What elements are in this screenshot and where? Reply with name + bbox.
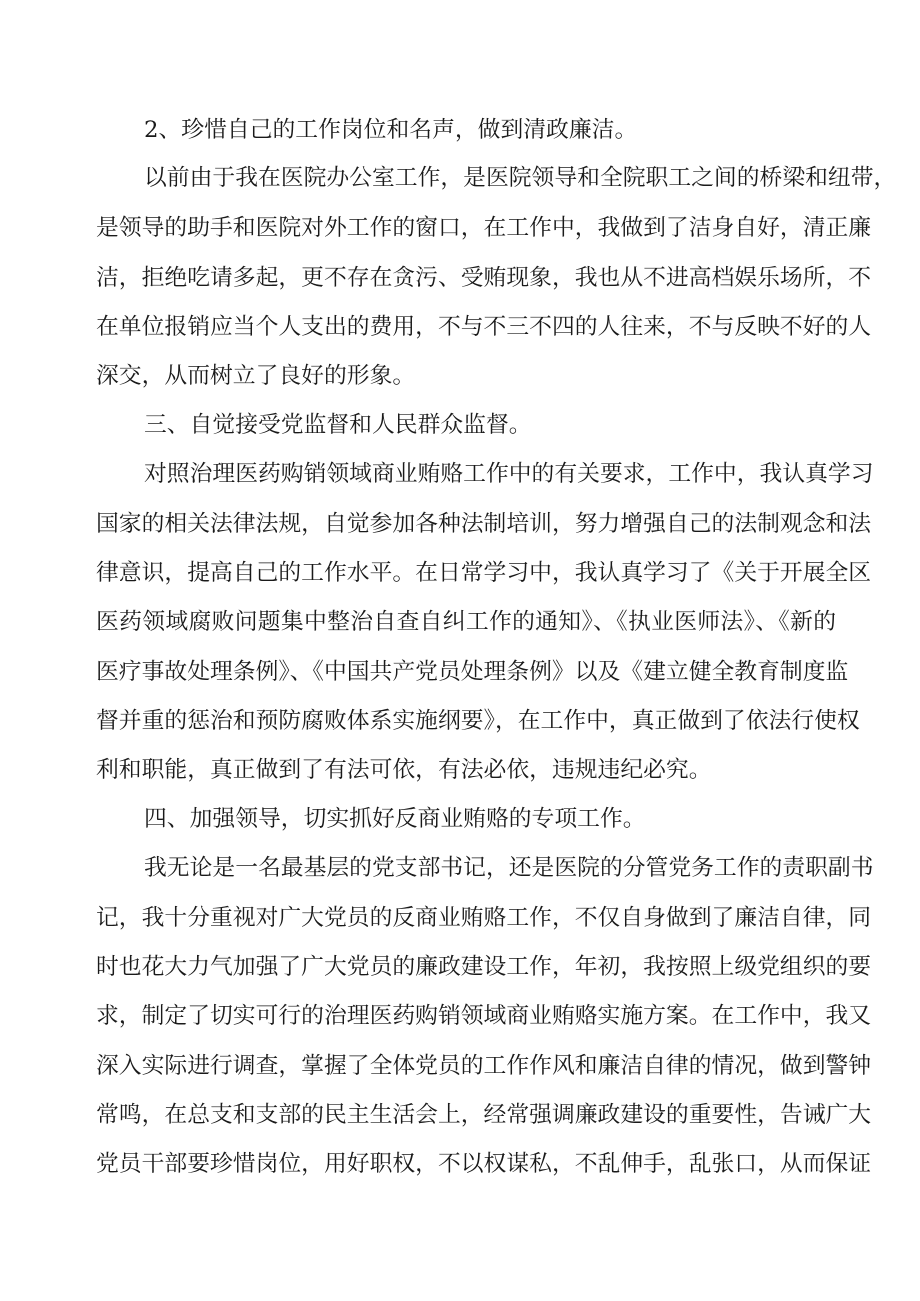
paragraph-line: 国家的相关法律法规，自觉参加各种法制培训，努力增强自己的法制观念和法 (96, 511, 872, 537)
paragraph-line: 时也花大力气加强了广大党员的廉政建设工作，年初，我按照上级党组织的要 (96, 954, 872, 980)
paragraph-line: 记，我十分重视对广大党员的反商业贿赂工作，不仅自身做到了廉洁自律，同 (96, 905, 872, 931)
paragraph-line: 我无论是一名最基层的党支部书记，还是医院的分管党务工作的责职副书 (144, 855, 874, 881)
section-heading-4: 四、加强领导，切实抓好反商业贿赂的专项工作。 (144, 806, 646, 832)
paragraph-line: 以前由于我在医院办公室工作，是医院领导和全院职工之间的桥梁和纽带， (144, 165, 897, 191)
paragraph-line: 洁，拒绝吃请多起，更不存在贪污、受贿现象，我也从不进高档娱乐场所，不 (96, 265, 872, 291)
paragraph-line: 深交，从而树立了良好的形象。 (96, 363, 416, 389)
paragraph-line: 利和职能，真正做到了有法可依，有法必依，违规违纪必究。 (96, 757, 712, 783)
paragraph-line: 律意识，提高自己的工作水平。在日常学习中，我认真学习了《关于开展全区 (96, 560, 872, 586)
section-heading-3: 三、自觉接受党监督和人民群众监督。 (144, 412, 532, 438)
section-heading-2: 2、珍惜自己的工作岗位和名声，做到清政廉洁。 (144, 117, 638, 143)
paragraph-line: 深入实际进行调查，掌握了全体党员的工作作风和廉洁自律的情况，做到警钟 (96, 1053, 872, 1079)
paragraph-line: 医药领域腐败问题集中整治自查自纠工作的通知》、《执业医师法》、《新的 (96, 609, 836, 635)
paragraph-line: 是领导的助手和医院对外工作的窗口，在工作中，我做到了洁身自好，清正廉 (96, 215, 872, 241)
paragraph-line: 党员干部要珍惜岗位，用好职权，不以权谋私，不乱伸手，乱张口，从而保证 (96, 1151, 872, 1177)
paragraph-line: 在单位报销应当个人支出的费用，不与不三不四的人往来，不与反映不好的人 (96, 314, 872, 340)
paragraph-line: 求，制定了切实可行的治理医药购销领域商业贿赂实施方案。在工作中，我又 (96, 1003, 872, 1029)
paragraph-line: 对照治理医药购销领域商业贿赂工作中的有关要求，工作中，我认真学习 (144, 461, 874, 487)
paragraph-line: 督并重的惩治和预防腐败体系实施纲要》，在工作中，真正做到了依法行使权 (96, 708, 860, 734)
paragraph-line: 医疗事故处理条例》、《中国共产党员处理条例》以及《建立健全教育制度监 (96, 659, 849, 685)
paragraph-line: 常鸣，在总支和支部的民主生活会上，经常强调廉政建设的重要性，告诫广大 (96, 1102, 872, 1128)
